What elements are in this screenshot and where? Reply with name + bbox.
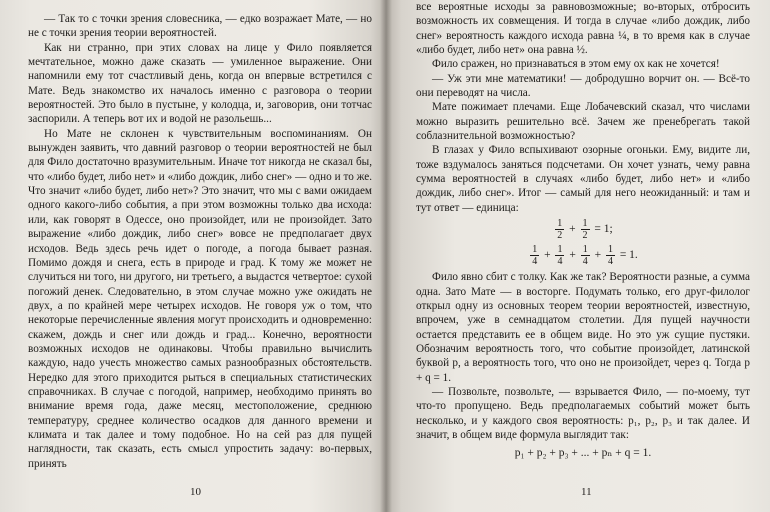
fraction: $\frac{1}{2}$	[582, 218, 588, 242]
fraction: $\frac{1}{4}$	[582, 244, 588, 268]
fraction: $\frac{1}{4}$	[557, 244, 563, 268]
paragraph: — Так то с точки зрения словесника, — едко возражает Мате, — но не с точки зрения теории вероятностей.	[28, 13, 372, 40]
formula-general: p₁ + p₂ + p₃ + ... + pₙ + q = 1.	[514, 447, 652, 460]
book-gutter	[380, 0, 392, 512]
paragraph: Как ни странно, при этих словах на лице у Фило появляется мечтательное, можно даже сказать — умиленное выражение. Они напомнили ему тот счастливый день, когда он впервые встретился с Мате. Ведь знакомство их началось именно с разговора о теории вероятностей. Это было в пустыне, у колодца, и, заговорив, они тотчас заспорили. А теперь вот их и водой не разольешь...	[28, 41, 372, 126]
formula-quarters: $\frac{1}{4}$ + $\frac{1}{4}$ + $\frac{1}{4}$ + $\frac{1}{4}$ = 1.	[532, 244, 638, 268]
paragraph: Фило сражен, но признаваться в этом ему ох как не хочется!	[432, 58, 720, 71]
left-page-text	[28, 12, 372, 471]
paragraph: все вероятные исходы за равновозможные; во-вторых, отбросить возможность их совмещения. И тогда в случае «либо дождик, либо снег» вероятность каждого исхода равна ¼, в то время как в случае «либо будет, либо нет» она равна ½.	[416, 1, 750, 57]
right-page-text	[416, 0, 750, 461]
page-number: 10	[190, 486, 201, 498]
formula-halves: $\frac{1}{2}$ + $\frac{1}{2}$ = 1;	[557, 218, 613, 242]
right-page	[386, 0, 770, 512]
paragraph: — Уж эти мне математики! — добродушно ворчит он. — Всё-то они переводят на числа.	[416, 72, 750, 100]
paragraph: Но Мате не склонен к чувствительным воспоминаниям. Он вынужден заявить, что давний разговор о теории вероятностей не был для Фило достаточно вразумительным. Иначе тот никогда не сказал бы, что «либо будет, либо нет» и «либо дождик, либо снег» — одно и то же. Что значит «либо будет, либо нет»? Это значит, что мы с вами ожидаем одного какого-либо события, а при этом возможны только два исхода: или, как говорят в Одессе, оно произойдет, или не произойдет. Зато выражение «либо дождик, либо снег» вовсе не предполагает двух исходов. Ведь здесь речь идет о погоде, а погода бывает разная. Помимо дождя и снега, есть в природе и град. К тому же может не случиться ни того, ни другого, ни третьего, а выдастся четвертое: сухой погожий денек. Следовательно, в этом случае можно уже ожидать не двух, а по крайней мере четырех исходов. Не говоря уж о том, что некоторые перечисленные явления могут происходить и одновременно: скажем, дождь и снег или дождь и град... Конечно, вероятности возможных исходов не одинаковы. Чтобы правильно вычислить каждую, надо учесть множество самых разнообразных обстоятельств. Нередко для этого приходится рыться в специальных статистических справочниках. В случае с погодой, например, необходимо принять во внимание время года, даже месяц, местоположение, среднюю температуру, среднее количество осадков для данного времени и климата и так далее и тому подобное. Но на сей раз для пущей наглядности, так сказать, есть смысл упростить задачу: во-первых, принять	[28, 127, 372, 470]
paragraph: Мате пожимает плечами. Еще Лобачевский сказал, что числами можно выразить решительно всё. Зачем же пренебрегать такой соблазнительной возможностью?	[416, 101, 750, 143]
fraction: $\frac{1}{4}$	[532, 244, 538, 268]
page-number: 11	[581, 486, 592, 498]
paragraph: В глазах у Фило вспыхивают озорные огоньки. Ему, видите ли, тоже вздумалось заняться подсчетами. Он хочет узнать, чему равна сумма вероятностей в случаях «либо будет, либо нет» и «либо дождик, либо снег». Итог — самый для него неожиданный: и там и тут ответ — единица:	[416, 144, 750, 214]
paragraph: Фило явно сбит с толку. Как же так? Вероятности разные, а сумма одна. Зато Мате — в восторге. Подумать только, его друг-филолог открыл одну из основных теорем теории вероятностей, известную, впрочем, уже в семнадцатом столетии. Для пущей научности остается представить ее в общем виде. Но это уж сущие пустяки. Обозначим вероятность того, что событие произойдет, латинской буквой p, а вероятность того, что оно не произойдет, через q. Тогда p + q = 1.	[416, 271, 750, 384]
paragraph: — Позвольте, позвольте, — взрывается Фило, — по-моему, тут что-то пропущено. Ведь предполагаемых событий может быть несколько, и у каждого своя вероятность: p₁, p₂, p₃ и так далее. И значит, в общем виде формула выглядит так:	[416, 385, 750, 441]
fraction: $\frac{1}{4}$	[607, 244, 613, 268]
fraction: $\frac{1}{2}$	[557, 218, 563, 242]
